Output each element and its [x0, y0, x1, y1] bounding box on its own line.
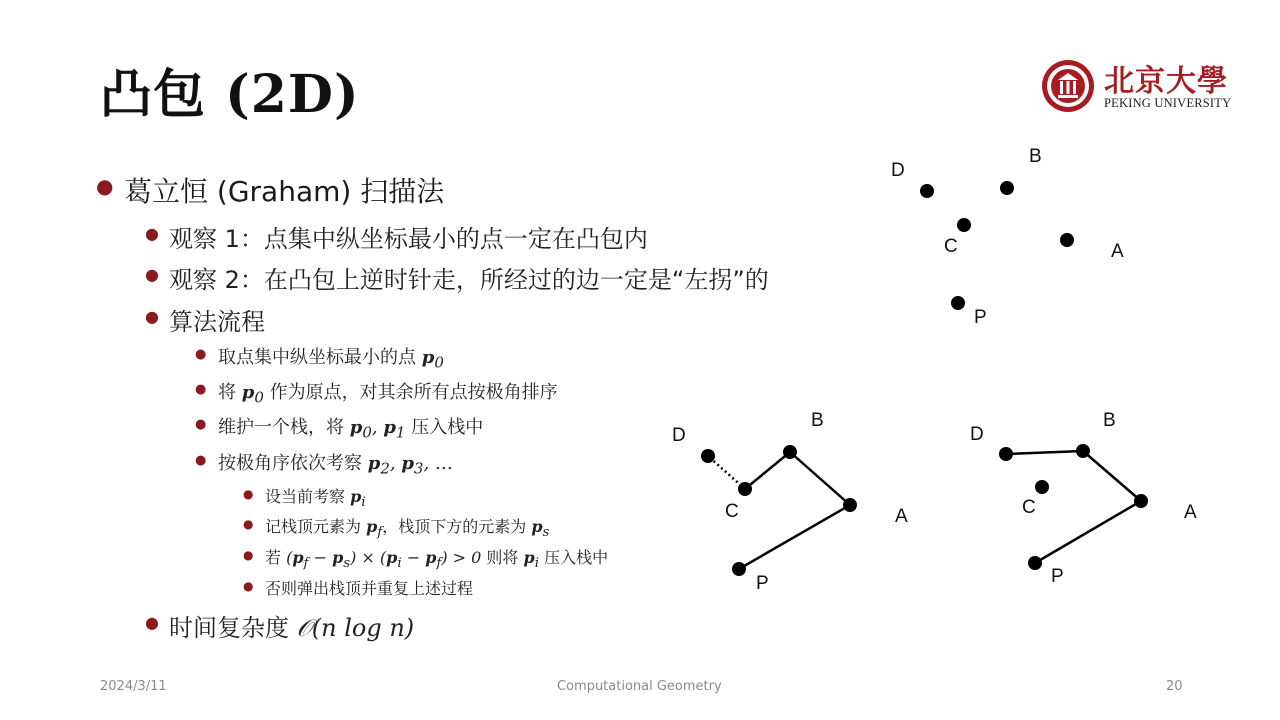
substep-3 [243, 545, 608, 571]
label-b: B [1103, 410, 1116, 431]
step-text: 压入栈中 [411, 417, 484, 438]
step-4 [195, 449, 453, 478]
university-seal-icon [1040, 58, 1096, 114]
point-set-diagram [860, 140, 1160, 340]
point-b [1076, 444, 1090, 458]
point-p [951, 296, 965, 310]
edge-p-a [1035, 501, 1141, 563]
step-text: 取点集中纵坐标最小的点 [218, 347, 416, 368]
page-number: 20 [1166, 679, 1183, 694]
label-c: C [1022, 497, 1036, 518]
bullet-dot-icon: ● [195, 347, 207, 362]
bullet-dot-icon: ● [195, 382, 207, 397]
bullet-dot-icon: ● [145, 307, 159, 326]
step-3 [195, 413, 483, 442]
peking-university-logo [1040, 58, 1240, 114]
math-cross-product: $(p_f - p_s) \times (p_i - p_f) > 0$ [286, 548, 482, 572]
point-a [1134, 494, 1148, 508]
step-1 [195, 343, 444, 372]
substep-text: 若 [265, 548, 282, 567]
bullet-dot-icon: ● [145, 613, 159, 632]
point-c [1035, 480, 1049, 494]
substep-text: 压入栈中 [544, 548, 609, 567]
label-p: P [1051, 566, 1064, 587]
point-a [843, 498, 857, 512]
substep-text: 否则弹出栈顶并重复上述过程 [265, 579, 474, 598]
label-p: P [756, 573, 769, 594]
bullet-graham-scan [96, 170, 445, 210]
point-p [1028, 556, 1042, 570]
bullet-algorithm [145, 302, 265, 337]
bullet-dot-icon: ● [243, 548, 254, 562]
bullet-dot-icon: ● [243, 517, 254, 531]
math-p2-p3: $p_2$, $p_3$, … [367, 453, 453, 478]
substep-1 [243, 484, 366, 510]
logo-name-english: PEKING UNIVERSITY [1104, 96, 1232, 110]
bullet-dot-icon: ● [243, 579, 254, 593]
scan-step-diagram [660, 400, 930, 600]
point-c [957, 218, 971, 232]
point-b [1000, 181, 1014, 195]
slide-title: 凸包 (2D) [100, 64, 360, 125]
label-p: P [974, 307, 987, 328]
step-text: 作为原点，对其余所有点按极角排序 [269, 382, 558, 403]
step-text: 维护一个栈，将 [218, 417, 344, 438]
label-d: D [672, 425, 686, 446]
bullet-observation-2 [145, 260, 769, 295]
point-b [783, 445, 797, 459]
label-a: A [1111, 241, 1124, 262]
label-d: D [970, 424, 984, 445]
math-ps: $p_s$ [531, 517, 550, 541]
logo-name-chinese: 北京大學 [1104, 64, 1228, 99]
edge-a-b [790, 452, 850, 505]
label-b: B [811, 410, 824, 431]
bullet-dot-icon: ● [145, 265, 159, 284]
bullet-observation-1 [145, 219, 648, 254]
point-d [999, 447, 1013, 461]
bullet-dot-icon: ● [195, 453, 207, 468]
bullet-dot-icon: ● [243, 487, 254, 501]
edge-p-a [739, 505, 850, 569]
substep-text: 则将 [486, 548, 519, 567]
math-p0: $p_0$ [241, 382, 264, 407]
edge-b-c [745, 452, 790, 489]
label-d: D [891, 160, 905, 181]
math-n-log-n: 𝒪(n log n) [296, 614, 415, 642]
bullet-dot-icon: ● [145, 224, 159, 243]
math-p0-p1: $p_0$, $p_1$ [349, 417, 406, 442]
point-d [701, 449, 715, 463]
math-p0: $p_0$ [421, 347, 444, 372]
label-c: C [944, 236, 958, 257]
substep-text: 设当前考察 [265, 487, 346, 506]
edge-a-b [1083, 451, 1141, 501]
point-c [738, 482, 752, 496]
label-c: C [725, 501, 739, 522]
point-a [1060, 233, 1074, 247]
math-pf: $p_f$ [366, 517, 383, 541]
substep-4 [243, 576, 473, 599]
math-pi: $p_i$ [523, 548, 539, 572]
edge-b-d [1006, 451, 1083, 454]
substep-text: 记栈顶元素为 [265, 517, 362, 536]
bullet-dot-icon: ● [96, 174, 114, 198]
step-2 [195, 378, 558, 407]
scan-result-diagram [955, 400, 1210, 600]
bullet-text: 观察 1：点集中纵坐标最小的点一定在凸包内 [169, 225, 648, 253]
step-text: 将 [218, 382, 236, 403]
label-b: B [1029, 146, 1042, 167]
step-text: 按极角序依次考察 [218, 453, 362, 474]
bullet-text: 观察 2：在凸包上逆时针走，所经过的边一定是“左拐”的 [169, 266, 769, 294]
substep-2 [243, 514, 549, 540]
edge-c-d-dotted [708, 456, 745, 489]
bullet-text: 算法流程 [169, 308, 265, 336]
label-a: A [895, 506, 908, 527]
bullet-complexity [145, 608, 414, 643]
footer-date: 2024/3/11 [100, 679, 167, 694]
complexity-label: 时间复杂度 [169, 614, 289, 642]
point-d [920, 184, 934, 198]
label-a: A [1184, 502, 1197, 523]
substep-text: ，栈顶下方的元素为 [382, 517, 527, 536]
point-p [732, 562, 746, 576]
footer-course-title: Computational Geometry [557, 679, 722, 694]
math-pi: $p_i$ [350, 487, 366, 511]
bullet-text: 葛立恒 (Graham) 扫描法 [124, 175, 445, 208]
bullet-dot-icon: ● [195, 417, 207, 432]
